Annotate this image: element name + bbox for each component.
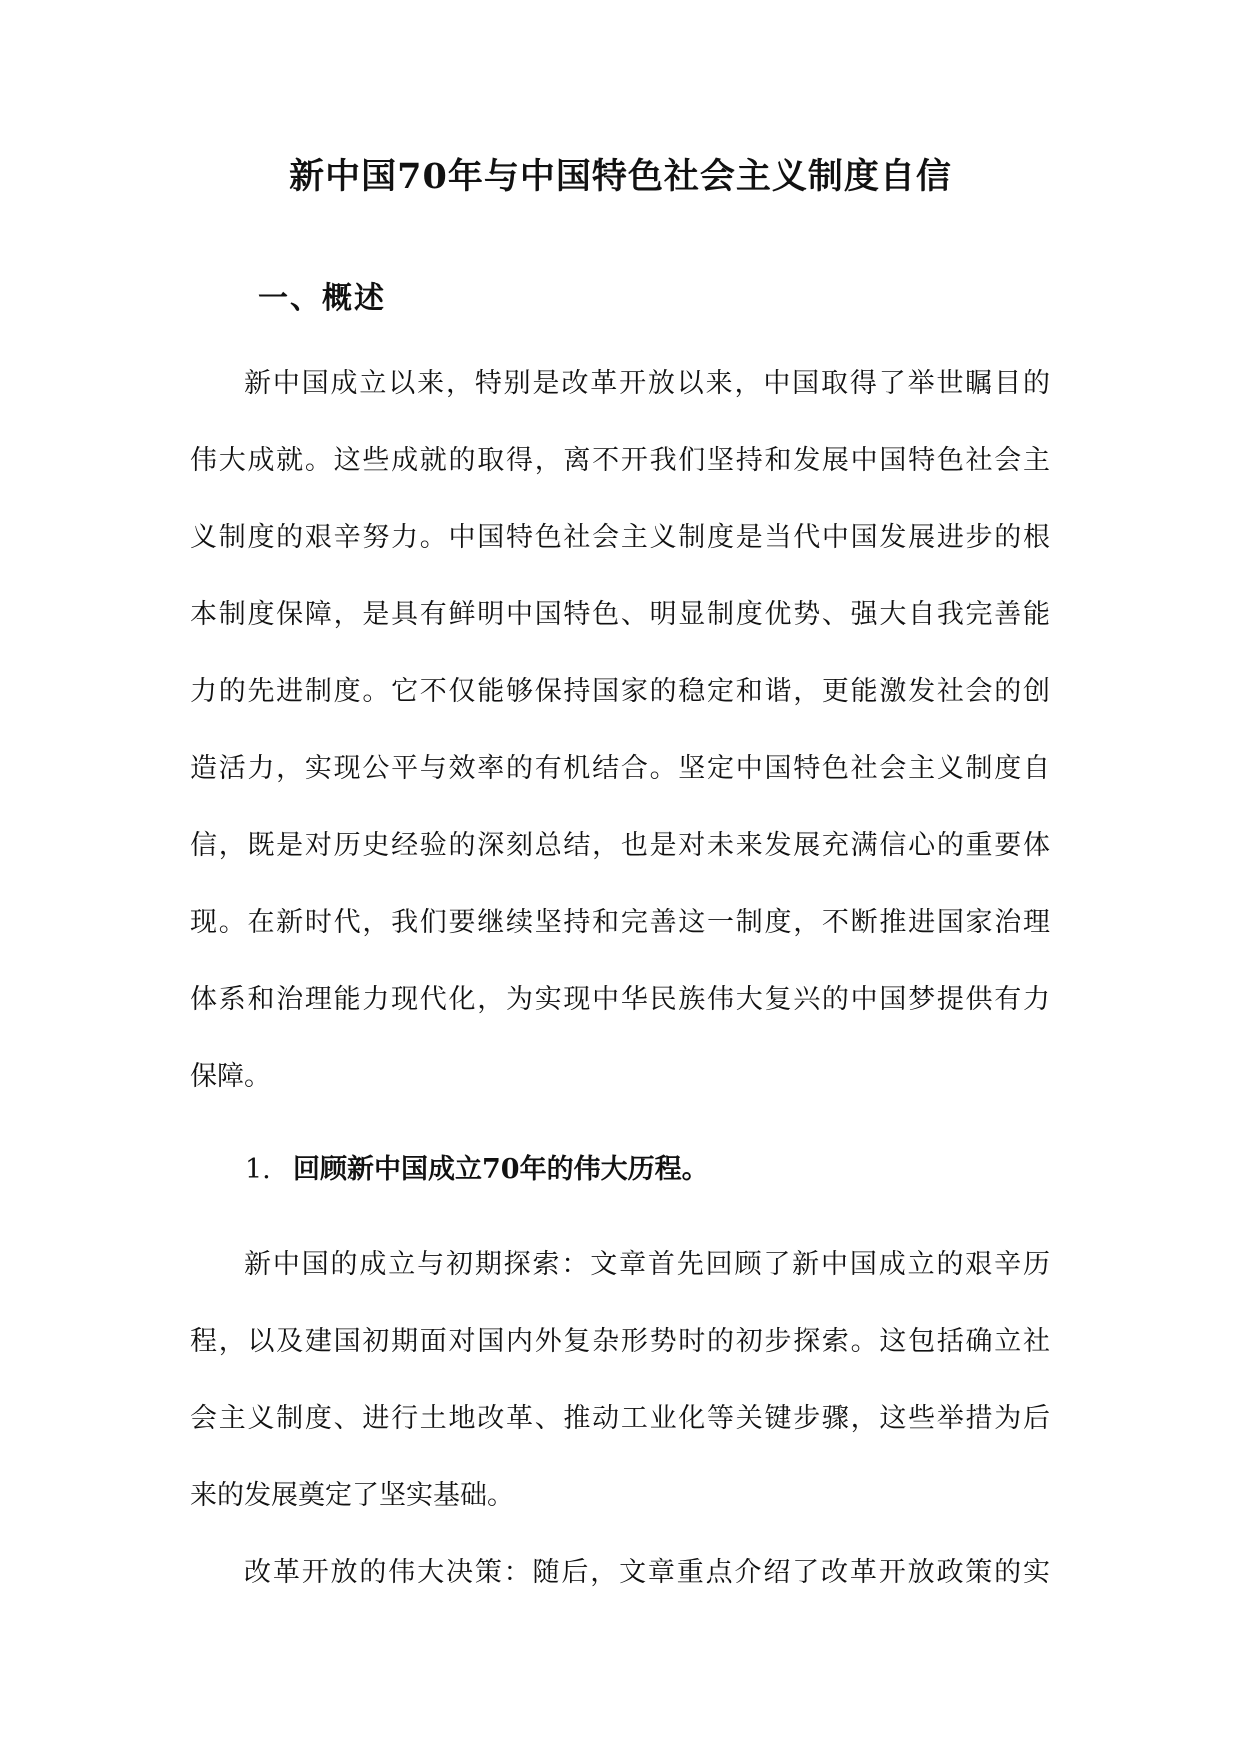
subsection-heading xyxy=(245,1150,709,1190)
paragraph-line: 程，以及建国初期面对国内外复杂形势时的初步探索。这包括确立社 xyxy=(190,1326,1050,1357)
paragraph-line: 本制度保障，是具有鲜明中国特色、明显制度优势、强大自我完善能 xyxy=(190,599,1050,630)
paragraph-line: 伟大成就。这些成就的取得，离不开我们坚持和发展中国特色社会主 xyxy=(190,445,1050,476)
overview-paragraph xyxy=(190,345,1050,1115)
subsection-number: 1. xyxy=(245,1154,271,1185)
reform-paragraph xyxy=(190,1534,1050,1611)
paragraph-line: 义制度的艰辛努力。中国特色社会主义制度是当代中国发展进步的根 xyxy=(190,522,1050,553)
paragraph-line: 体系和治理能力现代化，为实现中华民族伟大复兴的中国梦提供有力 xyxy=(190,984,1050,1015)
section-heading-overview: 一、概述 xyxy=(258,281,386,316)
document-title: 新中国70年与中国特色社会主义制度自信 xyxy=(289,156,952,197)
paragraph-line: 保障。 xyxy=(190,1061,271,1092)
paragraph-line: 信，既是对历史经验的深刻总结，也是对未来发展充满信心的重要体 xyxy=(190,830,1050,861)
subsection-title: 回顾新中国成立70年的伟大历程。 xyxy=(293,1154,709,1185)
paragraph-line: 改革开放的伟大决策：随后，文章重点介绍了改革开放政策的实 xyxy=(244,1557,1050,1588)
paragraph-line: 新中国的成立与初期探索：文章首先回顾了新中国成立的艰辛历 xyxy=(244,1249,1050,1280)
paragraph-line: 会主义制度、进行土地改革、推动工业化等关键步骤，这些举措为后 xyxy=(190,1403,1050,1434)
paragraph-line: 现。在新时代，我们要继续坚持和完善这一制度，不断推进国家治理 xyxy=(190,907,1050,938)
history-paragraph xyxy=(190,1226,1050,1534)
paragraph-line: 造活力，实现公平与效率的有机结合。坚定中国特色社会主义制度自 xyxy=(190,753,1050,784)
paragraph-line: 力的先进制度。它不仅能够保持国家的稳定和谐，更能激发社会的创 xyxy=(190,676,1050,707)
paragraph-line: 新中国成立以来，特别是改革开放以来，中国取得了举世瞩目的 xyxy=(244,368,1050,399)
paragraph-line: 来的发展奠定了坚实基础。 xyxy=(190,1480,514,1511)
